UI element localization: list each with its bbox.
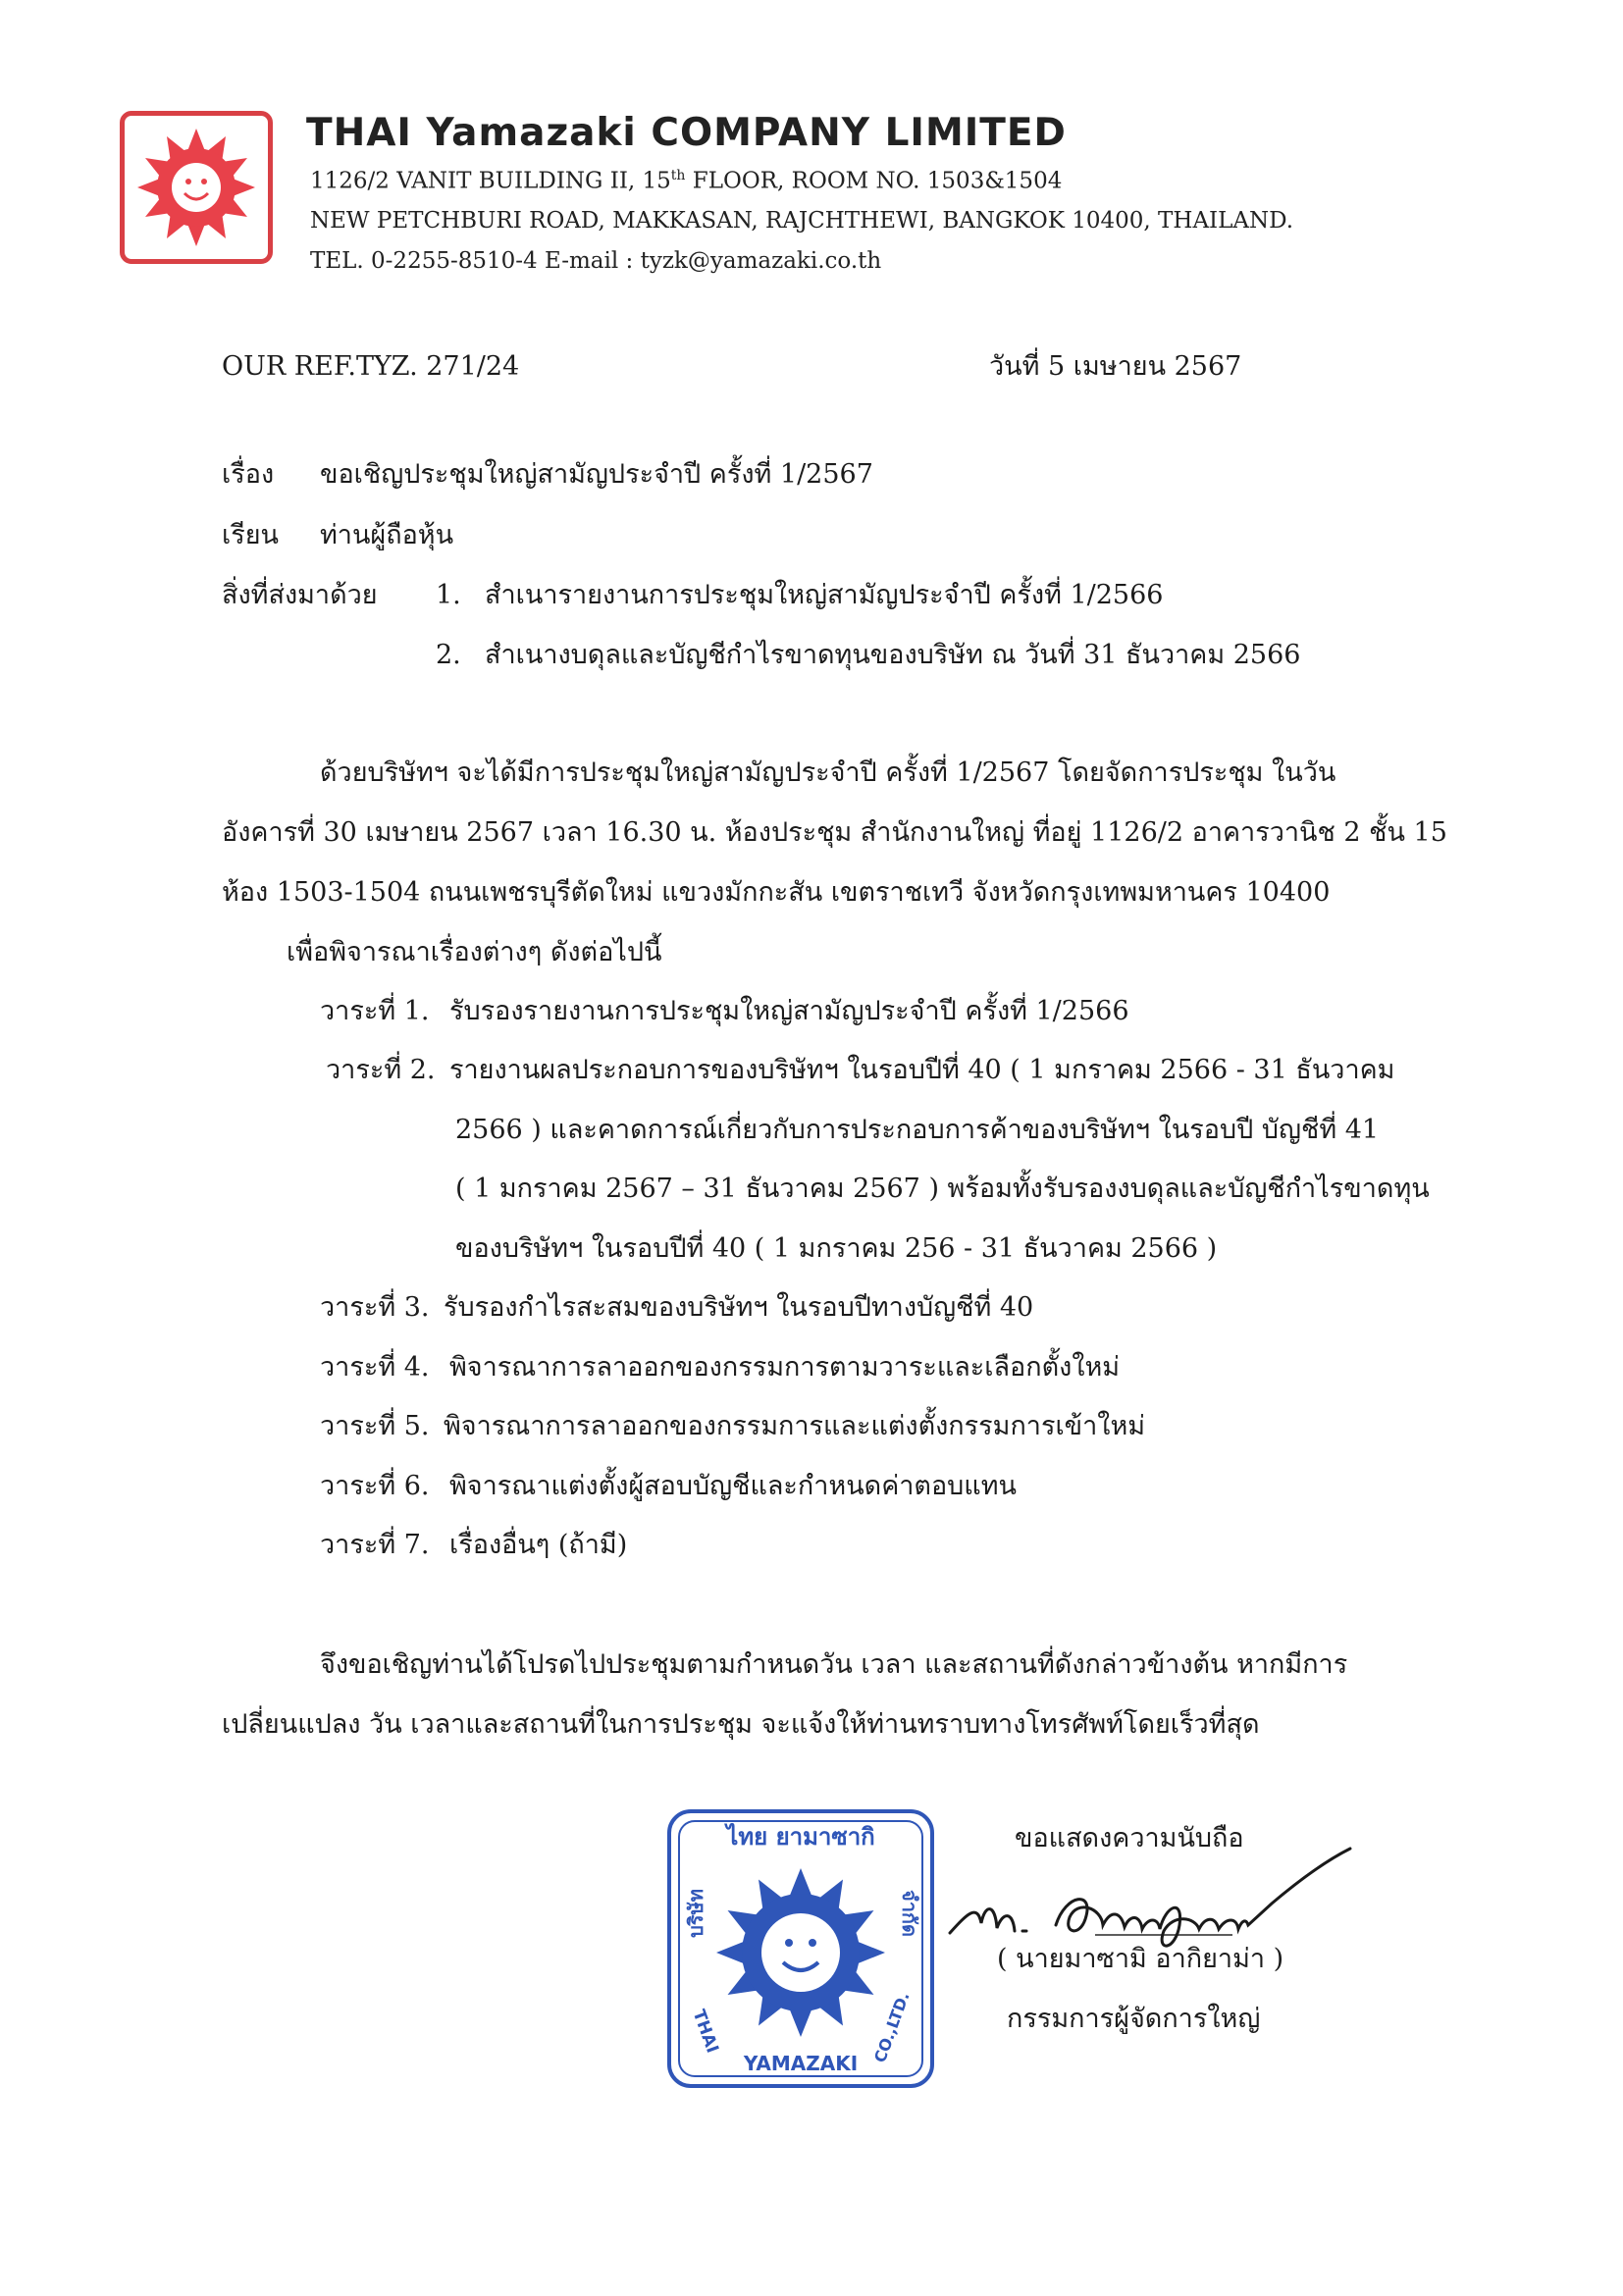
address-line-3: TEL. 0-2255-8510-4 E-mail : tyzk@yamazaki.co.th: [310, 248, 882, 274]
agenda-label: วาระที่ 7.: [320, 1530, 430, 1560]
subject-text: ขอเชิญประชุมใหญ่สามัญประจำปี ครั้งที่ 1/2567: [320, 459, 873, 490]
letter-date: วันที่ 5 เมษายน 2567: [989, 351, 1242, 382]
stamp-thai-left: บริษัท: [684, 1889, 707, 1938]
stamp-thai-right: จำกัด: [898, 1889, 921, 1938]
company-logo: [120, 111, 273, 264]
agenda-text: พิจารณาแต่งตั้งผู้สอบบัญชีและกำหนดค่าตอบแทน: [449, 1471, 1017, 1501]
agenda-text: พิจารณาการลาออกของกรรมการและแต่งตั้งกรรมการเข้าใหม่: [444, 1411, 1146, 1441]
subject-label: เรื่อง: [222, 459, 275, 490]
salutation: ขอแสดงความนับถือ: [1015, 1823, 1244, 1853]
agenda-label: วาระที่ 2.: [326, 1055, 436, 1085]
agenda-text: ของบริษัทฯ ในรอบปีที่ 40 ( 1 มกราคม 256 - 31 ธันวาคม 2566 ): [455, 1233, 1218, 1264]
agenda-label: วาระที่ 4.: [320, 1352, 430, 1383]
agenda-label: วาระที่ 6.: [320, 1471, 430, 1501]
agenda-text: ( 1 มกราคม 2567 – 31 ธันวาคม 2567 ) พร้อมทั้งรับรองงบดุลและบัญชีกำไรขาดทุน: [455, 1174, 1430, 1204]
enclosure-text: สำเนางบดุลและบัญชีกำไรขาดทุนของบริษัท ณ วันที่ 31 ธันวาคม 2566: [485, 640, 1301, 670]
agenda-text: 2566 ) และคาดการณ์เกี่ยวกับการประกอบการค้าของบริษัทฯ ในรอบปี บัญชีที่ 41: [455, 1115, 1380, 1145]
closing-line: เปลี่ยนแปลง วัน เวลาและสถานที่ในการประชุม จะแจ้งให้ท่านทราบทางโทรศัพท์โดยเร็วที่สุด: [222, 1709, 1260, 1740]
enclosures-label: สิ่งที่ส่งมาด้วย: [222, 580, 378, 610]
agenda-text: เรื่องอื่นๆ (ถ้ามี): [449, 1530, 628, 1560]
intro-line: อังคารที่ 30 เมษายน 2567 เวลา 16.30 น. ห้องประชุม สำนักงานใหญ่ ที่อยู่ 1126/2 อาคารวานิช 2 ชั้น 15: [222, 817, 1447, 848]
recipient-text: ท่านผู้ถือหุ้น: [320, 520, 454, 550]
address-line-1: 1126/2 VANIT BUILDING II, 15th FLOOR, ROOM NO. 1503&1504: [310, 168, 1063, 194]
stamp-en-bottom: YAMAZAKI: [743, 2052, 859, 2075]
address-line-2: NEW PETCHBURI ROAD, MAKKASAN, RAJCHTHEWI, BANGKOK 10400, THAILAND.: [310, 208, 1294, 234]
company-name: THAI Yamazaki COMPANY LIMITED: [306, 111, 1067, 155]
agenda-label: วาระที่ 3.: [320, 1292, 430, 1323]
intro-line: เพื่อพิจารณาเรื่องต่างๆ ดังต่อไปนี้: [287, 937, 662, 967]
stamp-en-right: CO.,LTD.: [870, 1989, 914, 2065]
enclosure-text: สำเนารายงานการประชุมใหญ่สามัญประจำปี ครั้งที่ 1/2566: [485, 580, 1164, 610]
company-stamp: [663, 1805, 938, 2092]
agenda-text: พิจารณาการลาออกของกรรมการตามวาระและเลือกตั้งใหม่: [449, 1352, 1121, 1383]
agenda-text: รับรองกำไรสะสมของบริษัทฯ ในรอบปีทางบัญชีที่ 40: [444, 1292, 1034, 1323]
stamp-en-left: THAI: [688, 2007, 722, 2056]
closing-line: จึงขอเชิญท่านได้โปรดไปประชุมตามกำหนดวัน เวลา และสถานที่ดังกล่าวข้างต้น หากมีการ: [320, 1649, 1348, 1680]
sun-face-logo-icon: [125, 116, 268, 259]
recipient-label: เรียน: [222, 520, 280, 550]
company-seal-icon: [663, 1805, 938, 2092]
agenda-text: รับรองรายงานการประชุมใหญ่สามัญประจำปี ครั้งที่ 1/2566: [449, 996, 1129, 1026]
intro-line: ห้อง 1503-1504 ถนนเพชรบุรีตัดใหม่ แขวงมักกะสัน เขตราชเทวี จังหวัดกรุงเทพมหานคร 10400: [222, 877, 1331, 908]
enclosure-number: 2.: [436, 640, 461, 670]
stamp-thai-top: ไทย ยามาซากิ: [726, 1823, 875, 1851]
intro-line: ด้วยบริษัทฯ จะได้มีการประชุมใหญ่สามัญประจำปี ครั้งที่ 1/2567 โดยจัดการประชุม ในวัน: [320, 757, 1336, 788]
signatory-name: ( นายมาซามิ อากิยาม่า ): [997, 1944, 1284, 1974]
agenda-label: วาระที่ 5.: [320, 1411, 430, 1441]
agenda-label: วาระที่ 1.: [320, 996, 430, 1026]
signatory-position: กรรมการผู้จัดการใหญ่: [1007, 2004, 1261, 2034]
enclosure-number: 1.: [436, 580, 461, 610]
reference-number: OUR REF.TYZ. 271/24: [222, 351, 520, 382]
agenda-text: รายงานผลประกอบการของบริษัทฯ ในรอบปีที่ 40 ( 1 มกราคม 2566 - 31 ธันวาคม: [449, 1055, 1395, 1085]
